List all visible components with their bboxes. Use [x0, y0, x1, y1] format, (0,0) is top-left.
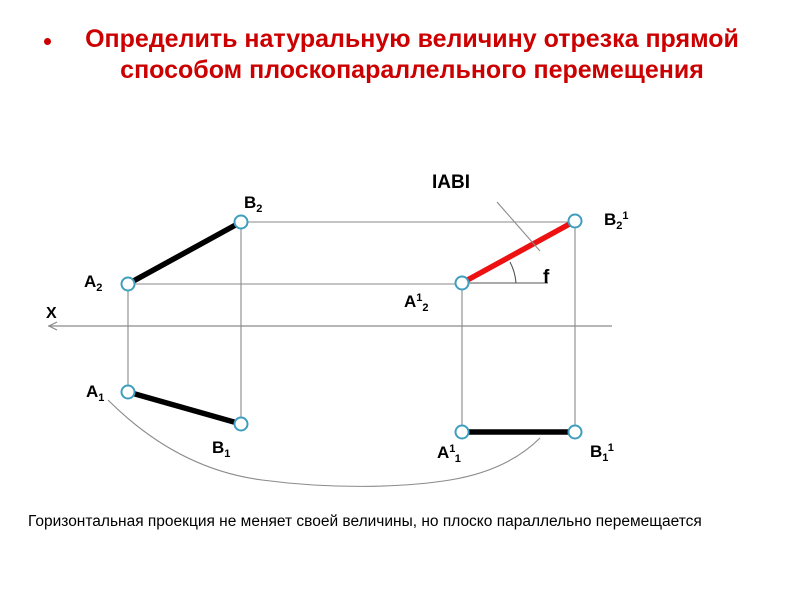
point-b1	[235, 418, 248, 431]
segment-a2-b2	[128, 222, 241, 284]
bullet-icon	[44, 38, 51, 45]
label-b2: $B_2$	[244, 193, 263, 215]
point-a2	[122, 278, 135, 291]
point-b2	[235, 216, 248, 229]
construction-lines	[128, 221, 575, 433]
label-angle-f: f	[543, 267, 550, 288]
slide-caption: Горизонтальная проекция не меняет своей величины, но плоско параллельно перемещается	[28, 513, 702, 530]
point-a1	[122, 386, 135, 399]
segment-a2p-b2p-true-length	[462, 221, 575, 283]
page-title: Определить натуральную величину отрезка прямой способом плоскопараллельного перемещения	[85, 25, 739, 84]
point-b1-prime	[569, 426, 582, 439]
diagram-svg	[0, 150, 800, 530]
axis-x-line	[48, 322, 612, 330]
point-a1-prime	[456, 426, 469, 439]
leader-line-iabi	[497, 202, 540, 251]
point-a2-prime	[456, 277, 469, 290]
label-a2-prime: $A^1_2$	[404, 292, 429, 314]
angle-arc	[510, 262, 516, 283]
label-axis-x: X	[46, 305, 57, 322]
freeform-curve	[108, 400, 540, 486]
label-b1: $B_1$	[212, 438, 231, 460]
label-a1-prime: $A^1_1$	[437, 443, 461, 465]
descriptive-geometry-diagram	[0, 150, 800, 530]
label-true-length: IABI	[432, 172, 470, 193]
point-b2-prime	[569, 215, 582, 228]
label-a2: $A_2$	[84, 272, 103, 294]
segment-a1-b1	[128, 392, 241, 424]
label-a1: $A_1$	[86, 382, 105, 404]
label-b1-prime: $B_1^1$	[590, 442, 614, 464]
slide-title-block	[30, 24, 770, 85]
label-b2-prime: $B_2^1$	[604, 210, 629, 232]
